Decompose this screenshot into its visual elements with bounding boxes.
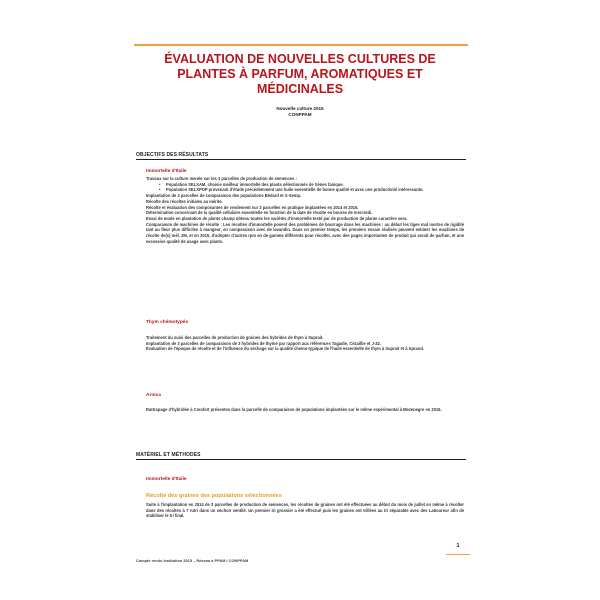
paragraph: Récolte des récoltes initiales au mérite. (146, 198, 223, 204)
subheading-recolte-graines: Récolte des graines des populations sélectionnées (146, 493, 282, 499)
page-number: 1 (456, 543, 460, 549)
subheading-immortelle-2: Immortelle d'Italie (146, 477, 187, 482)
page-footer: Compte rendu Institution 2015 – Réseau à PPAM / CONPPAM (136, 558, 249, 563)
meta-line-1: Nouvelle culture 2015 (276, 106, 324, 111)
immortelle-text-block (146, 176, 464, 244)
subheading-arnica: Arnica (146, 393, 161, 398)
section-heading-objectifs: OBJECTIFS DES RÉSULTATS (136, 152, 209, 158)
paragraph: Récolte et évaluation des composantes de rendement sur 3 parcelles en pratique implantées en 2014 et 2015. (146, 204, 359, 210)
section-rule (136, 459, 466, 460)
paragraph: Traitement du suivi des parcelles de production de graines des hybrides de thym à Suprait. (146, 335, 324, 340)
paragraph: Comparaison de machines de récolte : Les récoltes d'immortelle posent des problèmes de bourrage dans les machines : au début les tiges mal mortes de rigidité tant au fleur plus difficiles à mangeur, en comparaison avec de lavandin. Dans un premier temps, les premiers essais réalisés peuvent estimer les machines de récolte de(s) mél. 2M, et en 2015, d'adopter d'autres rpm en de gamme différents pour récolter, avec des pages importantes de produit qui serait de parfum, et une excessive qualité de usage avec plants. (146, 221, 464, 244)
subheading-thym: Thym chémotypés (146, 320, 189, 325)
meta-line-2: CONPPAM (288, 112, 312, 117)
document-title: ÉVALUATION DE NOUVELLES CULTURES DE PLANTES À PARFUM, AROMATIQUES ET MÉDICINALES (164, 52, 436, 96)
paragraph: Implantation de 3 parcelles de comparaison de 3 hybrides de thyme par rapport aux références Tagadie, Cézaillie et J-32. (146, 340, 381, 346)
bullet-item: • Population SELXPOP provenant d'étude précédemment une huile essentielle de bonne qualité et avec une productivité intéressante. (146, 187, 464, 193)
document-meta (140, 106, 460, 118)
section-rule (136, 159, 466, 160)
section-heading-materiel: MATÉRIEL ET MÉTHODES (136, 452, 201, 458)
page-number-rule (446, 554, 470, 555)
arnica-text-block (146, 407, 464, 413)
subheading-immortelle: Immortelle d'Italie (146, 169, 187, 174)
paragraph: Travaux sur la culture menée sur les 3 parcelles de production de semences : (146, 176, 297, 181)
recolte-text-block (146, 502, 464, 519)
paragraph: Évaluation de l'époque de récolte et de l'influence du séchage sur la qualité chemo-typique de l'huile essentielle de thym à Suprait et à Sprand. (146, 346, 424, 352)
top-rule (134, 44, 468, 46)
thym-text-block (146, 335, 464, 352)
paragraph: Rattrapage d'hybridée à Cerafort présentes dans la parcelle de comparaison de populations implantées sur le même expérimental à Mezenegre en 2015. (146, 407, 442, 412)
paragraph: Essai de mode en plantation de plants champ obtenu toutes les variétés d'immortelle testé par de production de plante caractère sera. (146, 215, 408, 221)
paragraph: Suite à l'implantation en 2014 de 3 parcelles de production de semences, les récoltes de graines ont été effectuées au début du mois de juillet en même à récolter dans des récoltes à 7 rutri dans un séchoir ventilé. Un premier tri grossier a été effectué puis les graines ont trillées au tri séparable avec des Laboureur afin de stabiliser le tri final. (146, 502, 464, 519)
paragraph: Détermination concernant de la qualité cellulaire essentielle en fonction de la date de récolte en bourse de mercredi. (146, 210, 373, 216)
paragraph: Implantation de 3 parcelles de comparaison des populations Bédard et X-Semp. (146, 193, 302, 199)
bullet-item: • Population SELXAM, choisie meilleur immortelle des plants sélectionnés de Xénes fanique. (146, 182, 464, 188)
